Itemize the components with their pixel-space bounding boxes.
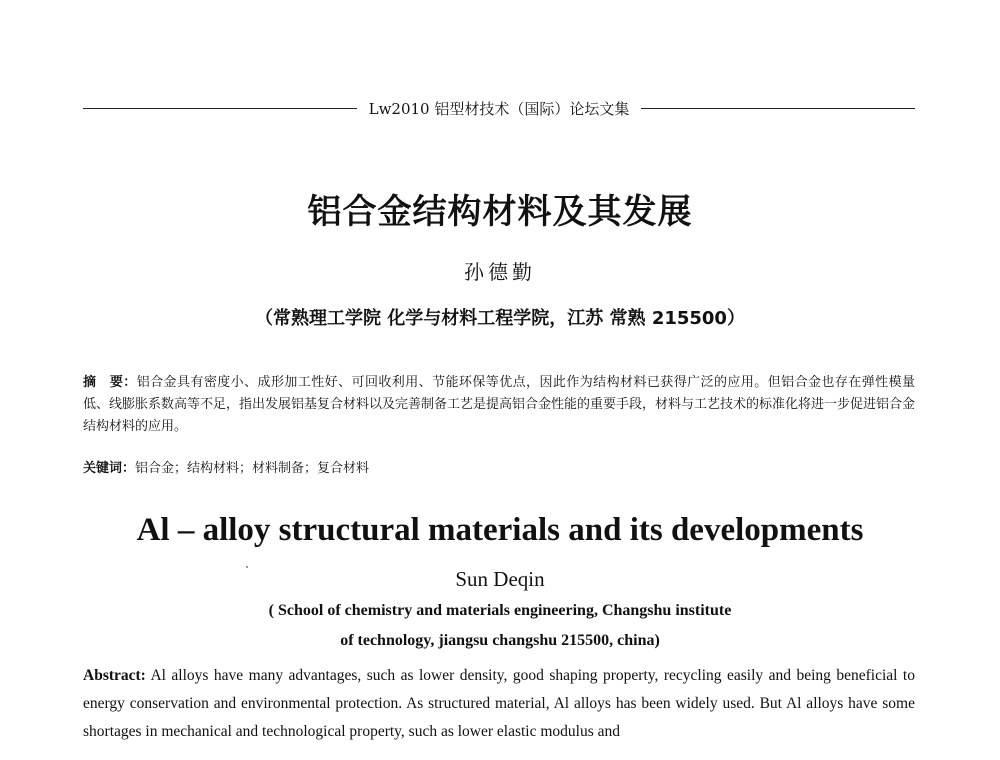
english-affiliation-line1: ( School of chemistry and materials engineering, Changshu institute: [268, 602, 732, 619]
header-rule-right: [641, 108, 915, 109]
chinese-affiliation: （常熟理工学院 化学与材料工程学院，江苏 常熟 215500）: [255, 308, 745, 329]
chinese-abstract-label: 摘 要：: [83, 375, 137, 390]
english-affiliation-line2: of technology, jiangsu changshu 215500, china): [340, 632, 660, 649]
journal-name: Lw2010 铝型材技术（国际）论坛文集: [368, 99, 630, 118]
chinese-keywords: [83, 459, 915, 479]
chinese-keywords-label: 关键词：: [83, 461, 136, 476]
header-rule-left: [83, 108, 357, 109]
chinese-title: 铝合金结构材料及其发展: [307, 192, 693, 232]
chinese-keywords-text: 铝合金；结构材料；材料制备；复合材料: [135, 461, 370, 476]
chinese-author: 孙德勤: [464, 260, 536, 284]
chinese-abstract: [83, 372, 915, 438]
english-author: Sun Deqin: [455, 567, 545, 591]
running-header: [83, 96, 915, 120]
english-abstract-text: Al alloys have many advantages, such as lower density, good shaping property, recycling easily and being beneficial to energy conservation and environmental protection. As structured material, Al alloys has been widely used. But Al alloys have some shortages in mechanical and technological property, such as lower elastic modulus and: [83, 667, 915, 740]
english-title: Al – alloy structural materials and its developments: [136, 512, 864, 548]
english-abstract: [83, 662, 915, 760]
english-abstract-label: Abstract:: [83, 667, 146, 684]
chinese-abstract-text: 铝合金具有密度小、成形加工性好、可回收利用、节能环保等优点，因此作为结构材料已获得广泛的应用。但铝合金也存在弹性模量低、线膨胀系数高等不足，指出发展铝基复合材料以及完善制备工艺是提高铝合金性能的重要手段，材料与工艺技术的标准化将进一步促进铝合金结构材料的应用。: [83, 375, 916, 434]
